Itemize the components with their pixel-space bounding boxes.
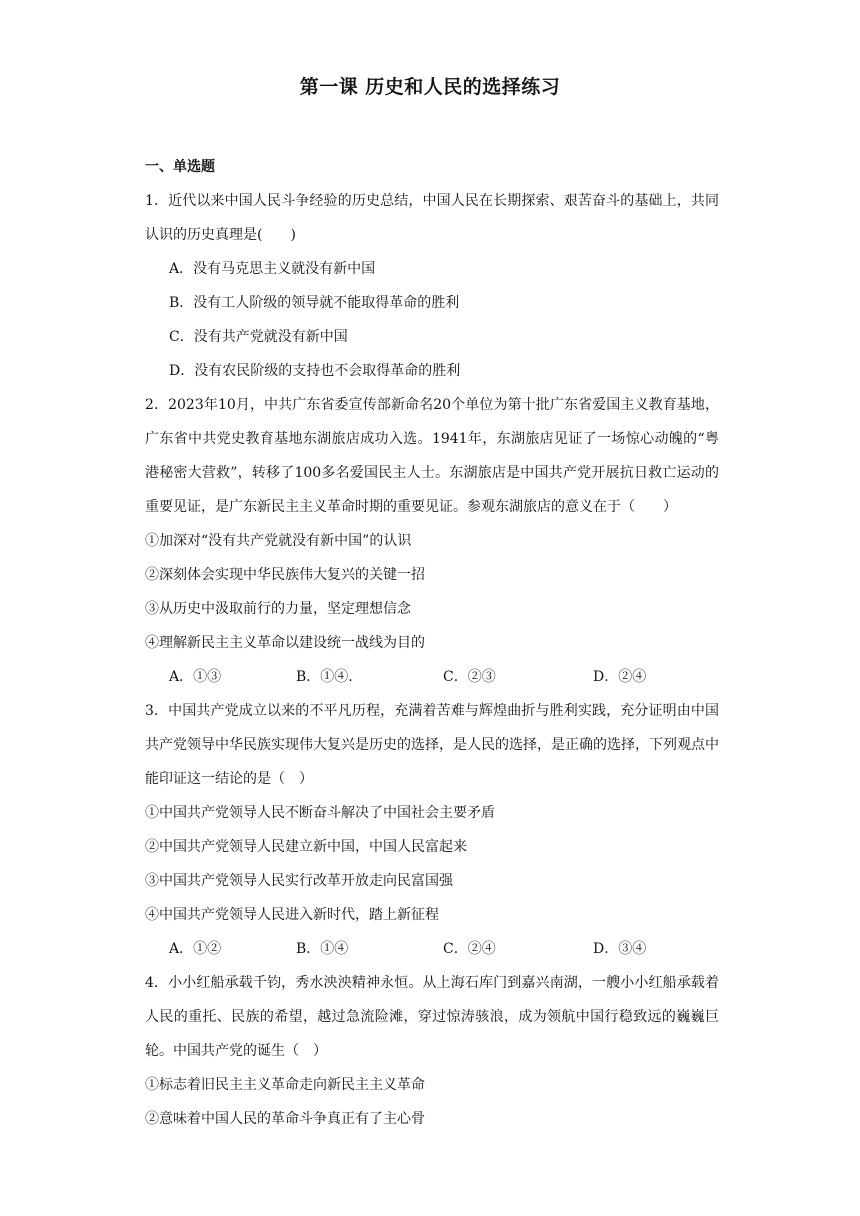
question-2-choice-b: B．①④. bbox=[296, 669, 353, 685]
question-2-statement-2: ②深刻体会实现中华民族伟大复兴的关键一招 bbox=[145, 567, 425, 583]
question-3-stem: 3．中国共产党成立以来的不平凡历程，充满着苦难与辉煌曲折与胜利实践，充分证明由中国共产党领导中华民族实现伟大复兴是历史的选择，是人民的选择，是正确的选择，下列观点中能印证这一结论的是（ ） bbox=[145, 703, 719, 787]
question-2-statement-3: ③从历史中汲取前行的力量，坚定理想信念 bbox=[145, 601, 411, 617]
question-1-stem: 1．近代以来中国人民斗争经验的历史总结，中国人民在长期探索、艰苦奋斗的基础上，共同认识的历史真理是( ) bbox=[145, 193, 719, 243]
page-title: 第一课 历史和人民的选择练习 bbox=[299, 76, 561, 98]
question-4-stem: 4．小小红船承载千钧，秀水泱泱精神永恒。从上海石库门到嘉兴南湖，一艘小小红船承载着人民的重托、民族的希望，越过急流险滩，穿过惊涛骇浪，成为领航中国行稳致远的巍巍巨轮。中国共产党的诞生（ ） bbox=[145, 975, 719, 1059]
question-1-option-b: B．没有工人阶级的领导就不能取得革命的胜利 bbox=[169, 295, 460, 311]
question-2-choice-d: D．②④ bbox=[593, 669, 647, 685]
question-2-stem: 2．2023年10月，中共广东省委宣传部新命名20个单位为第十批广东省爱国主义教育基地，广东省中共党史教育基地东湖旅店成功入选。1941年，东湖旅店见证了一场惊心动魄的“粤港秘密大营救”，转移了100多名爱国民主人士。东湖旅店是中国共产党开展抗日救亡运动的重要见证，是广东新民主主义革命时期的重要见证。参观东湖旅店的意义在于（ ） bbox=[145, 397, 719, 515]
question-2-choice-a: A．①③ bbox=[169, 669, 222, 685]
question-3-choices bbox=[145, 932, 719, 966]
question-2-statement-1: ①加深对“没有共产党就没有新中国”的认识 bbox=[145, 533, 412, 549]
question-2-choice-c: C．②③ bbox=[443, 669, 496, 685]
question-3-statement-1: ①中国共产党领导人民不断奋斗解决了中国社会主要矛盾 bbox=[145, 805, 495, 821]
document-body bbox=[145, 150, 719, 1136]
question-3-statement-2: ②中国共产党领导人民建立新中国，中国人民富起来 bbox=[145, 839, 467, 855]
question-3-choice-a: A．①② bbox=[169, 941, 222, 957]
question-4-statement-2: ②意味着中国人民的革命斗争真正有了主心骨 bbox=[145, 1111, 425, 1127]
section-heading: 一、单选题 bbox=[145, 159, 215, 175]
question-1-option-d: D．没有农民阶级的支持也不会取得革命的胜利 bbox=[169, 363, 461, 379]
question-3-choice-d: D．③④ bbox=[593, 941, 647, 957]
question-3-choice-c: C．②④ bbox=[443, 941, 496, 957]
question-1-option-c: C．没有共产党就没有新中国 bbox=[169, 329, 348, 345]
question-4-statement-1: ①标志着旧民主主义革命走向新民主主义革命 bbox=[145, 1077, 425, 1093]
question-2-statement-4: ④理解新民主主义革命以建设统一战线为目的 bbox=[145, 635, 425, 651]
question-3-statement-3: ③中国共产党领导人民实行改革开放走向民富国强 bbox=[145, 873, 453, 889]
question-1-option-a: A．没有马克思主义就没有新中国 bbox=[169, 261, 376, 277]
question-3-statement-4: ④中国共产党领导人民进入新时代，踏上新征程 bbox=[145, 907, 439, 923]
question-2-choices bbox=[145, 660, 719, 694]
question-3-choice-b: B．①④ bbox=[296, 941, 349, 957]
